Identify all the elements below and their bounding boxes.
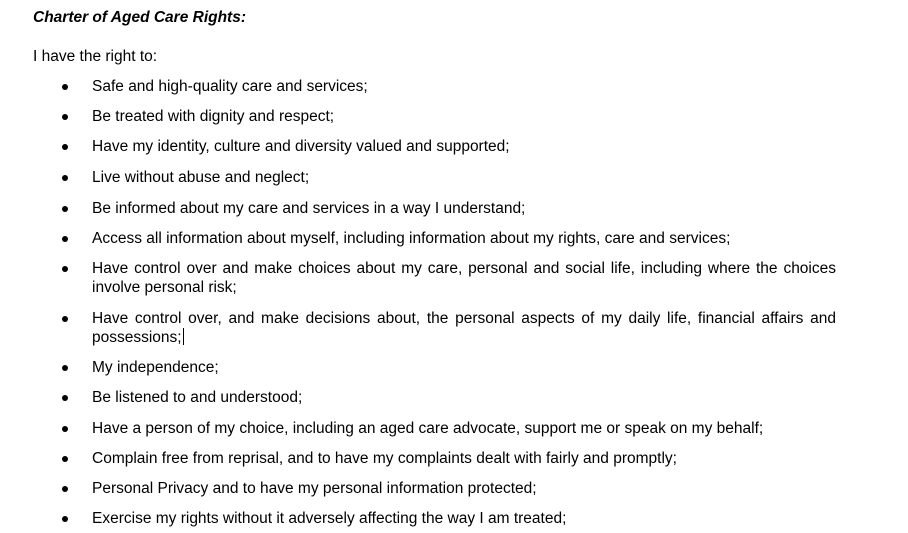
intro-text: I have the right to:	[33, 48, 158, 65]
right-text: Safe and high-quality care and services;	[92, 78, 368, 95]
right-text: Complain free from reprisal, and to have my complaints dealt with fairly and promptly;	[92, 450, 677, 467]
bullet-icon	[62, 365, 68, 371]
right-text: Have control over and make choices about my care, personal and social life, including where the choices involve personal risk;	[92, 260, 836, 296]
right-text: Have my identity, culture and diversity valued and supported;	[92, 138, 510, 155]
right-text	[92, 309, 836, 347]
bullet-icon	[62, 266, 68, 272]
right-text: Be informed about my care and services in a way I understand;	[92, 200, 526, 217]
bullet-icon	[62, 144, 68, 150]
bullet-icon	[62, 456, 68, 462]
text-cursor	[183, 328, 184, 345]
bullet-icon	[62, 175, 68, 181]
bullet-icon	[62, 236, 68, 242]
bullet-icon	[62, 486, 68, 492]
bullet-icon	[62, 114, 68, 120]
bullet-icon	[62, 84, 68, 90]
right-text: Personal Privacy and to have my personal information protected;	[92, 480, 537, 497]
right-text: Exercise my rights without it adversely affecting the way I am treated;	[92, 510, 567, 527]
right-text-content: Have control over, and make decisions about, the personal aspects of my daily life, financial affairs and possessions;	[92, 310, 836, 346]
charter-title: Charter of Aged Care Rights:	[33, 9, 247, 26]
right-text: Be listened to and understood;	[92, 389, 303, 406]
bullet-icon	[62, 206, 68, 212]
bullet-icon	[62, 516, 68, 522]
bullet-icon	[62, 426, 68, 432]
right-text: Access all information about myself, including information about my rights, care and services;	[92, 230, 731, 247]
right-text: My independence;	[92, 359, 219, 376]
right-text: Have a person of my choice, including an aged care advocate, support me or speak on my behalf;	[92, 420, 764, 437]
right-text: Live without abuse and neglect;	[92, 169, 310, 186]
right-text: Be treated with dignity and respect;	[92, 108, 335, 125]
bullet-icon	[62, 395, 68, 401]
bullet-icon	[62, 316, 68, 322]
